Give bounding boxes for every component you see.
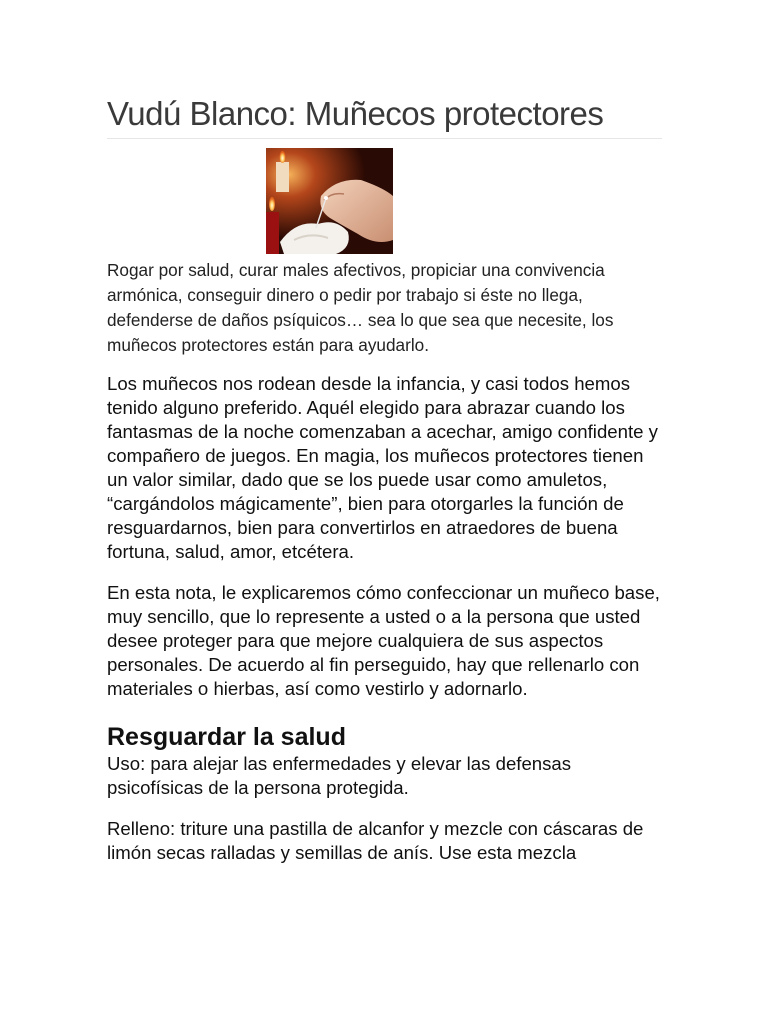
section-heading: Resguardar la salud (107, 723, 346, 751)
article-title: Vudú Blanco: Muñecos protectores (107, 92, 662, 139)
article-intro: Rogar por salud, curar males afectivos, propiciar una convivencia armónica, conseguir dinero o pedir por trabajo si éste no llega, defenderse de daños psíquicos… sea lo que sea que necesite, los muñecos protectores están para ayudarlo. (107, 260, 614, 355)
section-relleno: Relleno: triture una pastilla de alcanfor y mezcle con cáscaras de limón secas ralladas y semillas de anís. Use esta mezcla (107, 818, 644, 863)
paragraph-2: En esta nota, le explicaremos cómo confeccionar un muñeco base, muy sencillo, que lo represente a usted o a la persona que usted desee proteger para que mejore cualquiera de sus aspectos personales. De acuerdo al fin perseguido, hay que rellenarlo con materiales o hierbas, así como vestirlo y adornarlo. (107, 582, 660, 699)
article (107, 92, 662, 865)
paragraph-1: Los muñecos nos rodean desde la infancia, y casi todos hemos tenido alguno preferido. Aquél elegido para abrazar cuando los fantasmas de la noche comenzaban a acechar, amigo confidente y compañero de juegos. En magia, los muñecos protectores tienen un valor similar, dado que se los puede usar como amuletos, “cargándolos mágicamente”, bien para otorgarles la función de resguardarnos, bien para convertirlos en atraedores de buena fortuna, salud, amor, etcétera. (107, 373, 658, 562)
article-photo (266, 148, 393, 254)
candle-doll-image (266, 148, 393, 254)
section-uso: Uso: para alejar las enfermedades y elevar las defensas psicofísicas de la persona protegida. (107, 753, 572, 798)
